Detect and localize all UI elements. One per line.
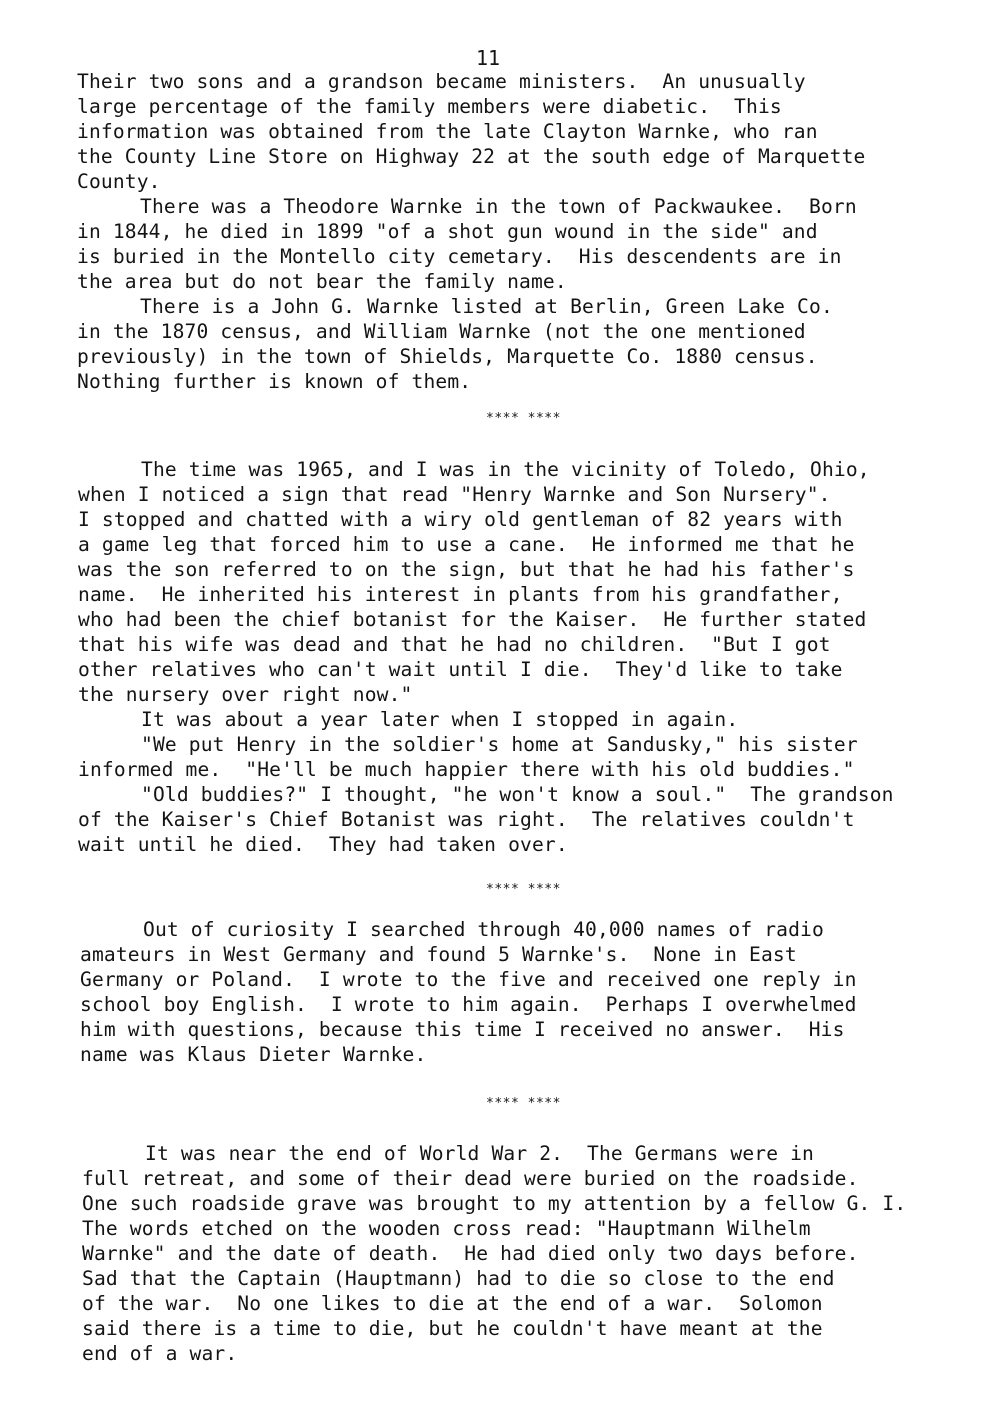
- paragraph-section-3: [0, 918, 1007, 1068]
- text-line: informed me. "He'll be much happier there with his old buddies.": [78, 758, 855, 781]
- text-line: information was obtained from the late Clayton Warnke, who ran: [77, 120, 818, 143]
- text-line: Germany or Poland. I wrote to the five and received one reply in: [80, 968, 857, 991]
- text-line: of the war. No one likes to die at the end of a war. Solomon: [82, 1292, 823, 1315]
- text-line: It was near the end of World War 2. The Germans were in: [145, 1142, 814, 1165]
- text-line: name. He inherited his interest in plants from his grandfather,: [78, 583, 843, 606]
- text-line: who had been the chief botanist for the Kaiser. He further stated: [78, 608, 867, 631]
- text-line: One such roadside grave was brought to my attention by a fellow G. I.: [82, 1192, 907, 1215]
- text-line: Warnke" and the date of death. He had died only two days before.: [82, 1242, 859, 1265]
- text-line: was the son referred to on the sign, but that he had his father's: [78, 558, 855, 581]
- text-line: "We put Henry in the soldier's home at Sandusky," his sister: [141, 733, 858, 756]
- text-line: other relatives who can't wait until I die. They'd like to take: [78, 658, 843, 681]
- page-number: 11: [476, 46, 501, 70]
- text-line: The time was 1965, and I was in the vicinity of Toledo, Ohio,: [141, 458, 870, 481]
- section-separator: **** ****: [486, 882, 561, 897]
- text-line: Out of curiosity I searched through 40,000 names of radio: [143, 918, 824, 941]
- text-line: end of a war.: [82, 1342, 238, 1365]
- text-line: There was a Theodore Warnke in the town of Packwaukee. Born: [140, 195, 857, 218]
- text-line: wait until he died. They had taken over.: [78, 833, 568, 856]
- text-line: large percentage of the family members were diabetic. This: [77, 95, 782, 118]
- text-line: previously) in the town of Shields, Marquette Co. 1880 census.: [77, 345, 818, 368]
- text-line: The words etched on the wooden cross read: "Hauptmann Wilhelm: [82, 1217, 811, 1240]
- text-line: There is a John G. Warnke listed at Berlin, Green Lake Co.: [140, 295, 833, 318]
- text-line: the nursery over right now.": [78, 683, 413, 706]
- paragraph-section-1: [0, 70, 1007, 395]
- paragraph-section-4: [0, 1142, 1007, 1367]
- text-line: said there is a time to die, but he couldn't have meant at the: [82, 1317, 823, 1340]
- text-line: amateurs in West Germany and found 5 Warnke's. None in East: [80, 943, 797, 966]
- text-line: Nothing further is known of them.: [77, 370, 472, 393]
- text-line: him with questions, because this time I received no answer. His: [80, 1018, 845, 1041]
- paragraph-section-2: [0, 458, 1007, 858]
- text-line: that his wife was dead and that he had no children. "But I got: [78, 633, 831, 656]
- text-line: full retreat, and some of their dead were buried on the roadside.: [82, 1167, 859, 1190]
- text-line: in 1844, he died in 1899 "of a shot gun wound in the side" and: [77, 220, 818, 243]
- text-line: County.: [77, 170, 161, 193]
- text-line: It was about a year later when I stopped in again.: [141, 708, 739, 731]
- text-line: school boy English. I wrote to him again. Perhaps I overwhelmed: [80, 993, 857, 1016]
- text-line: "Old buddies?" I thought, "he won't know a soul." The grandson: [141, 783, 894, 806]
- text-line: in the 1870 census, and William Warnke (not the one mentioned: [77, 320, 806, 343]
- text-line: when I noticed a sign that read "Henry Warnke and Son Nursery".: [78, 483, 831, 506]
- text-line: the area but do not bear the family name.: [77, 270, 567, 293]
- text-line: a game leg that forced him to use a cane. He informed me that he: [78, 533, 855, 556]
- section-separator: **** ****: [486, 411, 561, 426]
- text-line: I stopped and chatted with a wiry old gentleman of 82 years with: [78, 508, 843, 531]
- text-line: is buried in the Montello city cemetary. His descendents are in: [77, 245, 842, 268]
- text-line: the County Line Store on Highway 22 at the south edge of Marquette: [77, 145, 866, 168]
- text-line: name was Klaus Dieter Warnke.: [80, 1043, 427, 1066]
- section-separator: **** ****: [486, 1096, 561, 1111]
- text-line: of the Kaiser's Chief Botanist was right. The relatives couldn't: [78, 808, 855, 831]
- text-line: Sad that the Captain (Hauptmann) had to die so close to the end: [82, 1267, 835, 1290]
- text-line: Their two sons and a grandson became ministers. An unusually: [77, 70, 806, 93]
